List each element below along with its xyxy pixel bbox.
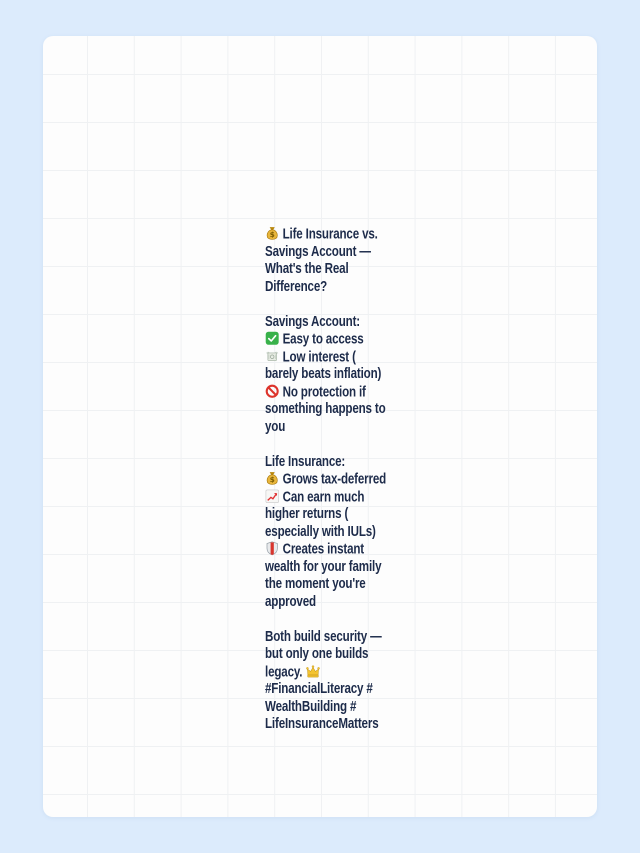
money-with-wings-icon	[265, 349, 279, 364]
post-line-text: Grows tax-deferred	[282, 471, 387, 488]
post-line-text: barely beats inflation)	[265, 366, 382, 382]
post-line-text: Can earn much	[282, 489, 365, 505]
post-line-text: Easy to access	[282, 331, 364, 348]
check-mark-icon	[265, 331, 279, 346]
post-line	[265, 331, 393, 349]
post-line-text: #FinancialLiteracy #	[265, 681, 373, 697]
post-line	[265, 541, 393, 559]
post-card	[43, 36, 597, 817]
post-line-text: LifeInsuranceMatters	[265, 716, 379, 732]
post-line	[265, 244, 393, 262]
post-line	[265, 349, 393, 367]
chart-increasing-icon	[265, 489, 279, 504]
post-line-text: Creates instant	[282, 541, 365, 558]
crown-icon	[306, 664, 320, 679]
post-line-text: Savings Account:	[265, 313, 360, 330]
post-line	[265, 454, 393, 472]
post-line-text: Life Insurance vs.	[282, 226, 378, 243]
post-line	[265, 384, 393, 402]
post-line-text: Low interest (	[282, 349, 356, 365]
post-line	[265, 664, 393, 682]
post-line-text: WealthBuilding #	[265, 698, 357, 715]
prohibited-icon	[265, 384, 279, 399]
svg-text:$: $	[269, 230, 275, 240]
post-line	[265, 226, 393, 244]
post-line	[265, 681, 393, 699]
post-line	[265, 594, 393, 612]
post-line-text: you	[265, 418, 286, 435]
post-line	[265, 524, 393, 542]
post-line	[265, 629, 393, 647]
svg-text:$: $	[269, 475, 275, 485]
post-line	[265, 611, 393, 629]
post-line-text: What's the Real	[265, 261, 349, 277]
post-line-text: especially with IULs)	[265, 523, 376, 540]
post-line	[265, 471, 393, 489]
post-line	[265, 506, 393, 524]
post-line-text: Difference?	[265, 278, 328, 295]
post-line-text: No protection if	[282, 384, 366, 400]
post-line	[265, 489, 393, 507]
post-line-text: legacy.	[265, 664, 303, 680]
post-line-text: Savings Account —	[265, 243, 371, 260]
post-line	[265, 314, 393, 332]
post-line	[265, 279, 393, 297]
post-text	[265, 226, 425, 734]
post-line	[265, 699, 393, 717]
post-line-text: higher returns (	[265, 506, 349, 522]
post-line	[265, 261, 393, 279]
post-line	[265, 559, 393, 577]
post-line	[265, 296, 393, 314]
post-line-text: the moment you're	[265, 576, 366, 592]
post-line	[265, 646, 393, 664]
post-line	[265, 366, 393, 384]
post-line-text: something happens to	[265, 401, 386, 417]
shield-icon	[265, 541, 279, 556]
post-line	[265, 716, 393, 734]
post-line-text: but only one builds	[265, 646, 369, 662]
post-line-text: approved	[265, 593, 316, 610]
money-bag-icon	[265, 471, 279, 486]
post-line	[265, 401, 393, 419]
post-line	[265, 436, 393, 454]
post-line-text: Life Insurance:	[265, 453, 346, 470]
post-line-text: wealth for your family	[265, 558, 382, 575]
post-line	[265, 576, 393, 594]
post-line-text: Both build security —	[265, 628, 382, 645]
post-line	[265, 419, 393, 437]
money-bag-icon	[265, 226, 279, 241]
